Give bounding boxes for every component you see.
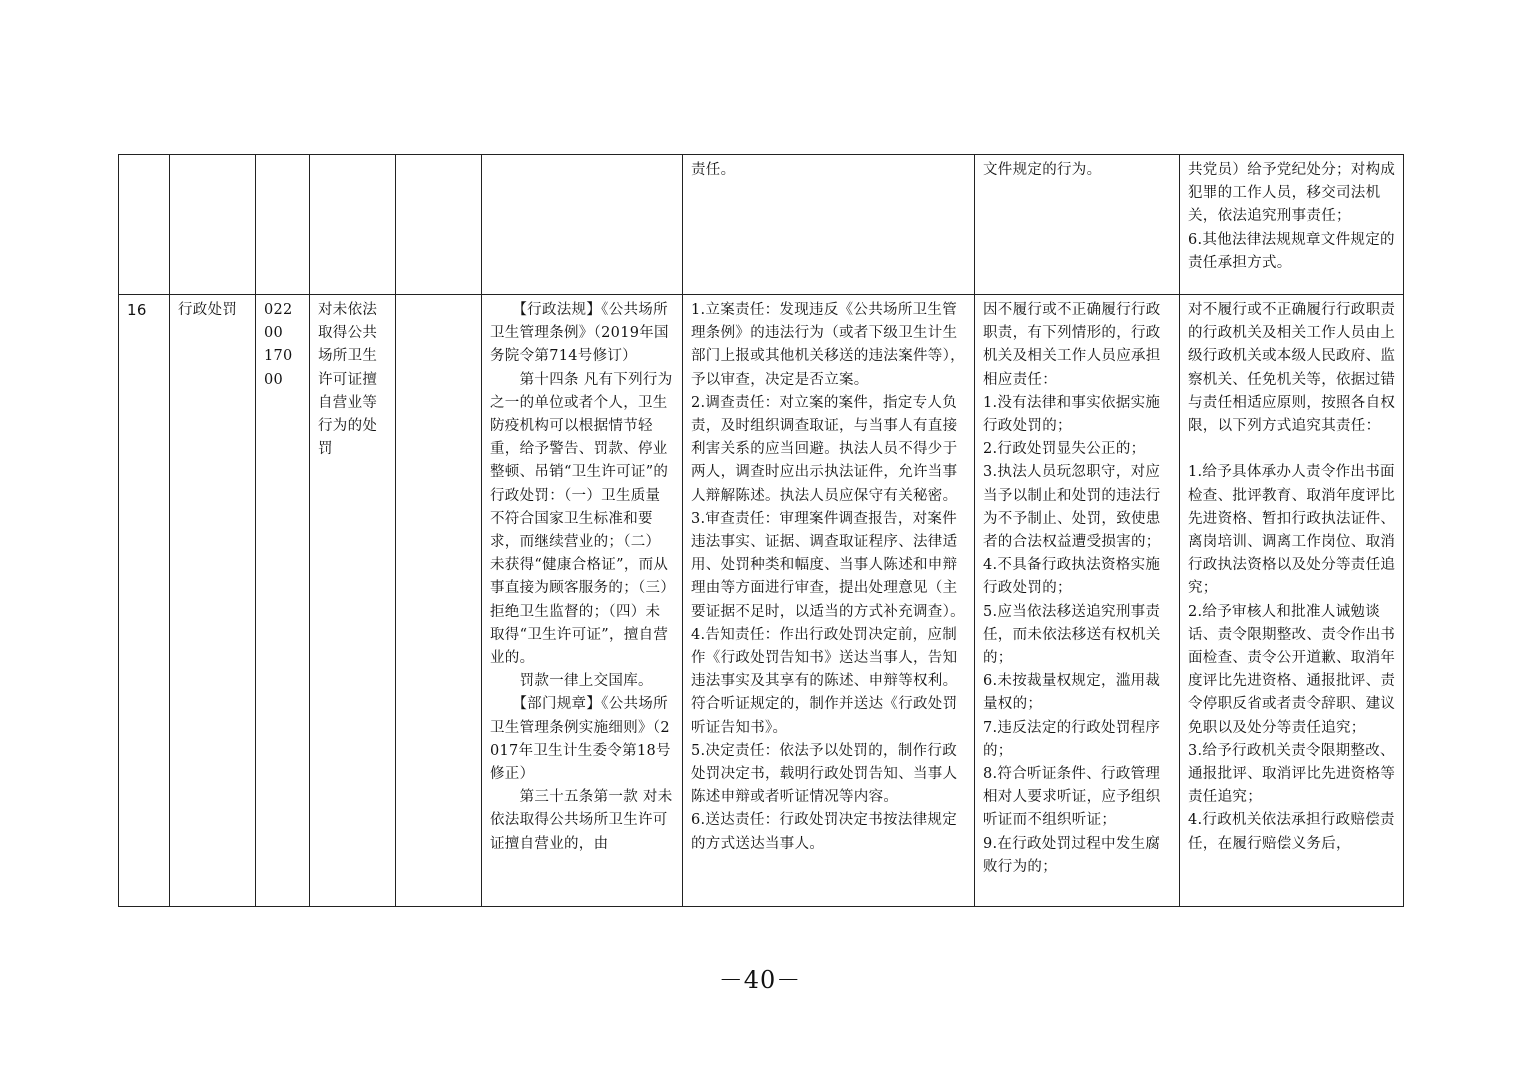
cell-accountability-situations: 文件规定的行为。 — [975, 155, 1180, 295]
table-row-16 — [119, 295, 1404, 907]
cell-responsibilities: 1.立案责任：发现违反《公共场所卫生管理条例》的违法行为（或者下级卫生计生部门上报或其他机关移送的违法案件等），予以审查，决定是否立案。 2.调查责任：对立案的案件，指定专人负责，及时组织调查取证，与当事人有直接利害关系的应当回避。执法人员不得少于两人，调查时应出示执法证件，允许当事人辩解陈述。执法人员应保守有关秘密。 3.审查责任：审理案件调查报告，对案件违法事实、证据、调查取证程序、法律适用、处罚种类和幅度、当事人陈述和申辩理由等方面进行审查，提出处理意见（主要证据不足时，以适当的方式补充调查）。 4.告知责任：作出行政处罚决定前，应制作《行政处罚告知书》送达当事人，告知违法事实及其享有的陈述、申辩等权利。符合听证规定的，制作并送达《行政处罚听证告知书》。 5.决定责任：依法予以处罚的，制作行政处罚决定书，载明行政处罚告知、当事人陈述申辩或者听证情况等内容。 6.送达责任：行政处罚决定书按法律规定的方式送达当事人。 — [683, 295, 975, 907]
table-row-continuation — [119, 155, 1404, 295]
cell-accountability-methods: 共党员）给予党纪处分；对构成犯罪的工作人员，移交司法机关，依法追究刑事责任； 6.其他法律法规规章文件规定的责任承担方式。 — [1180, 155, 1404, 295]
cell-accountability-situations: 因不履行或不正确履行行政职责，有下列情形的，行政机关及相关工作人员应承担相应责任： 1.没有法律和事实依据实施行政处罚的； 2.行政处罚显失公正的； 3.执法人员玩忽职守，对应当予以制止和处罚的违法行为不予制止、处罚，致使患者的合法权益遭受损害的； 4.不具备行政执法资格实施行政处罚的； 5.应当依法移送追究刑事责任，而未依法移送有权机关的； 6.未按裁量权规定，滥用裁量权的； 7.违反法定的行政处罚程序的； 8.符合听证条件、行政管理相对人要求听证，应予组织听证而不组织听证； 9.在行政处罚过程中发生腐败行为的； — [975, 295, 1180, 907]
cell-category — [170, 155, 256, 295]
cell-sub-item — [396, 295, 482, 907]
cell-item-name: 对未依法取得公共场所卫生许可证擅自营业等行为的处罚 — [310, 295, 396, 907]
cell-code: 02200 17000 — [256, 295, 310, 907]
cell-legal-basis — [482, 155, 683, 295]
cell-legal-basis: 【行政法规】《公共场所卫生管理条例》（2019年国务院令第714号修订） 第十四条 凡有下列行为之一的单位或者个人，卫生防疫机构可以根据情节轻重，给予警告、罚款、停业整顿、吊销“卫生许可证”的行政处罚：（一）卫生质量不符合国家卫生标准和要求，而继续营业的；（二）未获得“健康合格证”，而从事直接为顾客服务的；（三）拒绝卫生监督的；（四）未取得“卫生许可证”，擅自营业的。 罚款一律上交国库。 【部门规章】《公共场所卫生管理条例实施细则》（2017年卫生计生委令第18号修正） 第三十五条第一款 对未依法取得公共场所卫生许可证擅自营业的，由 — [482, 295, 683, 907]
cell-item-name — [310, 155, 396, 295]
cell-responsibilities: 责任。 — [683, 155, 975, 295]
page-number: －40－ — [718, 966, 802, 994]
responsibility-table — [118, 154, 1404, 907]
cell-accountability-methods: 对不履行或不正确履行行政职责的行政机关及相关工作人员由上级行政机关或本级人民政府、监察机关、任免机关等，依据过错与责任相适应原则，按照各自权限，以下列方式追究其责任： 1.给予具体承办人责令作出书面检查、批评教育、取消年度评比先进资格、暂扣行政执法证件、离岗培训、调离工作岗位、取消行政执法资格以及处分等责任追究； 2.给予审核人和批准人诫勉谈话、责令限期整改、责令作出书面检查、责令公开道歉、取消年度评比先进资格、通报批评、责令停职反省或者责令辞职、建议免职以及处分等责任追究； 3.给予行政机关责令限期整改、通报批评、取消评比先进资格等责任追究； 4.行政机关依法承担行政赔偿责任，在履行赔偿义务后， — [1180, 295, 1404, 907]
cell-category: 行政处罚 — [170, 295, 256, 907]
cell-sub-item — [396, 155, 482, 295]
cell-serial — [119, 155, 170, 295]
cell-code — [256, 155, 310, 295]
cell-serial: 16 — [119, 295, 170, 907]
